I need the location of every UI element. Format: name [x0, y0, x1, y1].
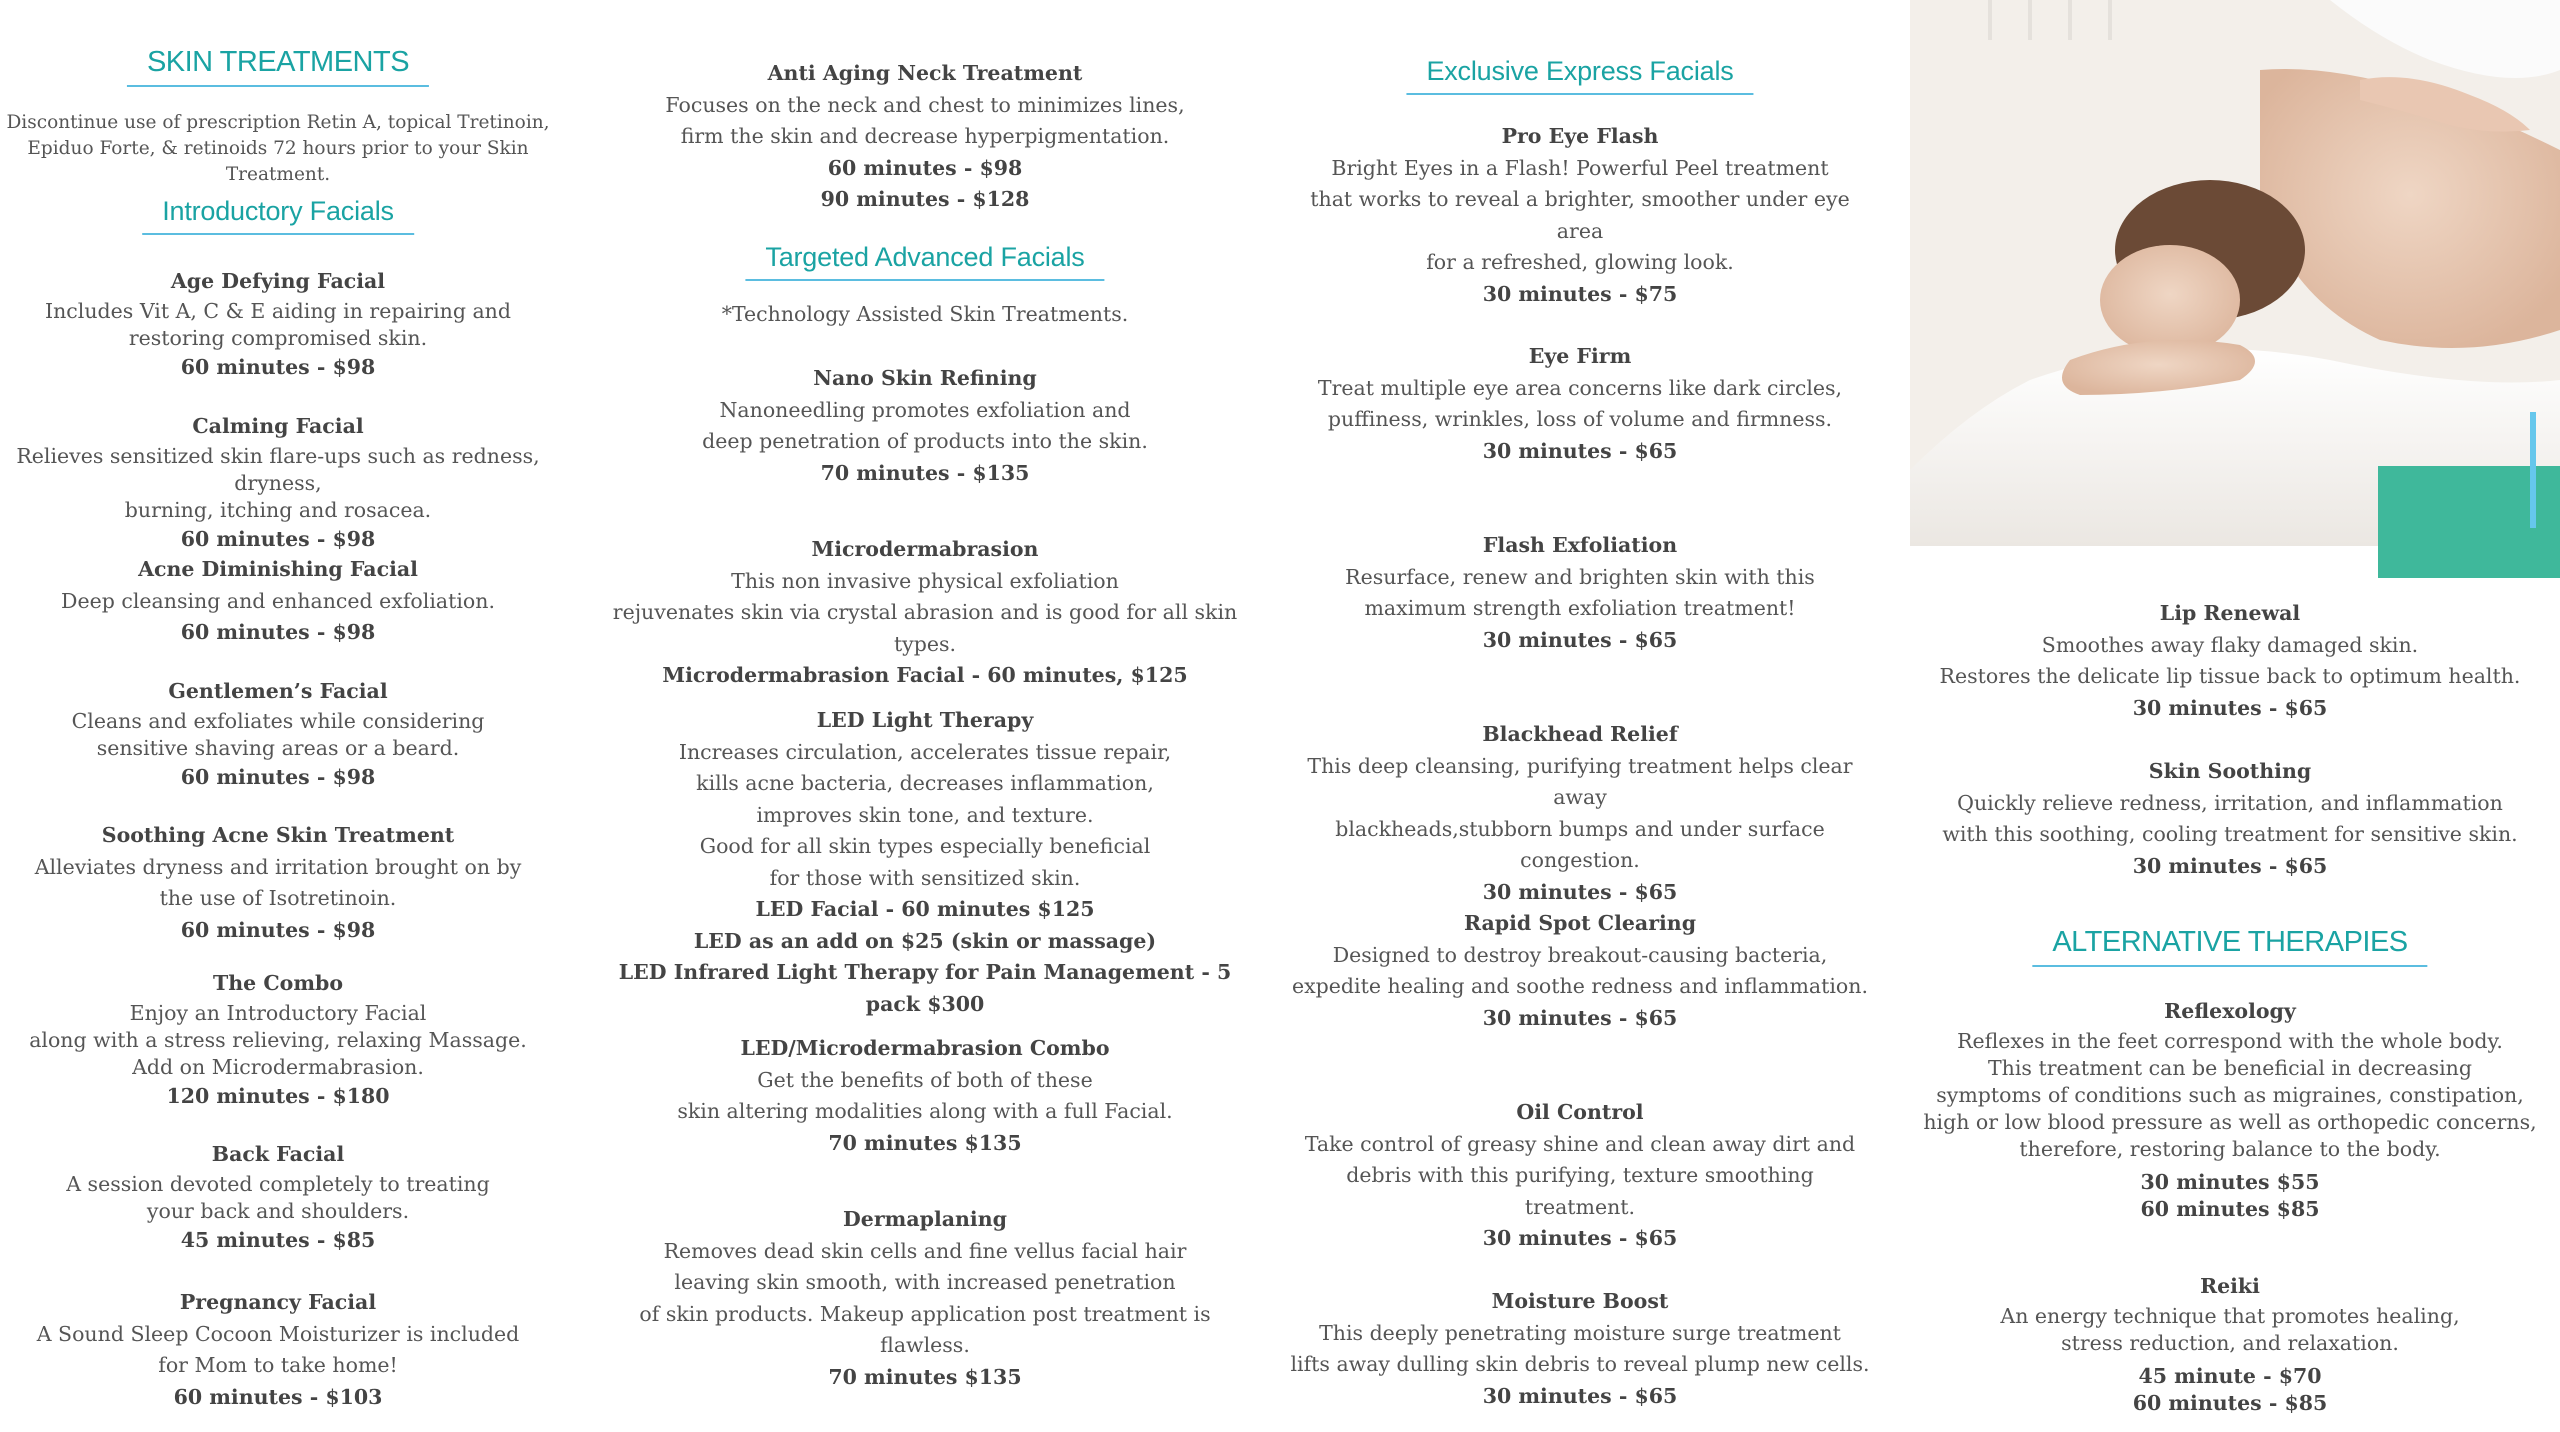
service-reflexology: [1910, 996, 2550, 1223]
service-acne-diminishing: [0, 554, 556, 649]
service-title: Flash Exfoliation: [1482, 533, 1678, 557]
service-rapid-spot-clearing: [1290, 908, 1870, 1034]
service-desc: This non invasive physical exfoliation rejuvenates skin via crystal abrasion and is good for all skin types.: [612, 568, 1238, 656]
service-price: 30 minutes - $65: [1482, 1005, 1678, 1030]
service-desc: A session devoted completely to treating your back and shoulders.: [66, 1171, 490, 1223]
service-price: 45 minute - $70 60 minutes - $85: [2132, 1363, 2328, 1415]
service-price: LED Facial - 60 minutes $125 LED as an add on $25 (skin or massage) LED Infrared Light Therapy for Pain Management - 5 pack $300: [618, 897, 1232, 1016]
service-desc: Bright Eyes in a Flash! Powerful Peel treatment that works to reveal a brighter, smoother under eye area for a refreshed, glowing look.: [1310, 155, 1850, 274]
skin-treatments-heading: SKIN TREATMENTS: [127, 46, 429, 87]
massage-photo: [1910, 0, 2560, 546]
service-price: 70 minutes - $135: [820, 460, 1030, 485]
service-price: Microdermabrasion Facial - 60 minutes, $125: [662, 663, 1188, 687]
service-desc: Includes Vit A, C & E aiding in repairing and restoring compromised skin.: [44, 298, 512, 350]
service-nano-skin-refining: [600, 363, 1250, 489]
service-calming: [0, 411, 556, 555]
service-led-light-therapy: [600, 705, 1250, 1020]
service-price: 60 minutes - $98: [180, 764, 376, 789]
service-title: Acne Diminishing Facial: [138, 557, 418, 581]
service-price: 60 minutes - $103: [173, 1384, 383, 1409]
accent-blue-bar: [2530, 412, 2536, 528]
service-title: LED/Microdermabrasion Combo: [740, 1036, 1110, 1060]
service-desc: Deep cleansing and enhanced exfoliation.: [61, 588, 495, 613]
service-title: Gentlemen’s Facial: [168, 679, 388, 703]
service-title: Blackhead Relief: [1482, 722, 1678, 746]
service-lip-renewal: [1910, 598, 2550, 724]
service-title: Reflexology: [2164, 999, 2296, 1023]
service-price: 60 minutes - $98: [180, 526, 376, 551]
service-gentlemens: [0, 676, 556, 793]
service-title: Reiki: [2200, 1274, 2260, 1298]
service-title: Skin Soothing: [2148, 759, 2312, 783]
service-desc: Removes dead skin cells and fine vellus facial hair leaving skin smooth, with increased penetration of skin products. Makeup application post treatment is flawless.: [639, 1238, 1211, 1357]
service-desc: This deeply penetrating moisture surge treatment lifts away dulling skin debris to reveal plump new cells.: [1290, 1320, 1870, 1376]
service-title: Pro Eye Flash: [1501, 124, 1659, 148]
service-price: 30 minutes - $65: [2132, 853, 2328, 878]
service-desc: An energy technique that promotes healing, stress reduction, and relaxation.: [2000, 1303, 2460, 1355]
service-desc: Nanoneedling promotes exfoliation and deep penetration of products into the skin.: [702, 397, 1148, 453]
service-price: 30 minutes - $65: [1482, 879, 1678, 904]
service-the-combo: [0, 968, 556, 1112]
note-line: Epiduo Forte, & retinoids 72 hours prior to your Skin Treatment.: [27, 138, 529, 185]
service-desc: Increases circulation, accelerates tissue repair, kills acne bacteria, decreases inflammation, improves skin tone, and texture. Good for all skin types especially beneficial for those with sensitized skin.: [678, 739, 1172, 890]
service-desc: Alleviates dryness and irritation brought on by the use of Isotretinoin.: [34, 854, 522, 910]
service-desc: Designed to destroy breakout-causing bacteria, expedite healing and soothe redness and inflammation.: [1291, 942, 1868, 998]
service-desc: Quickly relieve redness, irritation, and inflammation with this soothing, cooling treatment for sensitive skin.: [1942, 790, 2518, 846]
service-desc: Reflexes in the feet correspond with the whole body. This treatment can be beneficial in decreasing symptoms of conditions such as migraines, constipation, high or low blood pressure as well as orthopedic concerns, therefore, restoring balance to the body.: [1923, 1028, 2537, 1161]
service-eye-firm: [1290, 341, 1870, 467]
service-desc: Focuses on the neck and chest to minimizes lines, firm the skin and decrease hyperpigmentation.: [665, 92, 1185, 148]
technology-note: *Technology Assisted Skin Treatments.: [721, 302, 1129, 326]
service-title: Eye Firm: [1528, 344, 1632, 368]
service-price: 60 minutes - $98: [180, 917, 376, 942]
service-title: Anti Aging Neck Treatment: [767, 61, 1083, 85]
service-title: Oil Control: [1516, 1100, 1644, 1124]
service-title: Microdermabrasion: [811, 537, 1039, 561]
service-desc: Get the benefits of both of these skin altering modalities along with a full Facial.: [677, 1067, 1173, 1123]
service-microdermabrasion: [600, 534, 1250, 692]
service-price: 30 minutes - $75: [1482, 281, 1678, 306]
service-oil-control: [1290, 1097, 1870, 1255]
service-price: 30 minutes - $65: [1482, 627, 1678, 652]
service-pro-eye-flash: [1290, 121, 1870, 310]
service-title: Back Facial: [211, 1142, 345, 1166]
service-price: 70 minutes $135: [828, 1130, 1022, 1155]
service-moisture-boost: [1290, 1286, 1870, 1412]
service-age-defying: [0, 266, 556, 383]
service-title: LED Light Therapy: [816, 708, 1034, 732]
service-price: 30 minutes - $65: [1482, 438, 1678, 463]
service-title: Dermaplaning: [843, 1207, 1007, 1231]
service-pregnancy: [0, 1287, 556, 1413]
service-title: Moisture Boost: [1491, 1289, 1669, 1313]
service-price: 30 minutes $55 60 minutes $85: [2140, 1169, 2320, 1221]
service-desc: Take control of greasy shine and clean away dirt and debris with this purifying, texture smoothing treatment.: [1304, 1131, 1856, 1219]
service-skin-soothing: [1910, 756, 2550, 882]
service-anti-aging-neck: [600, 58, 1250, 216]
service-desc: Treat multiple eye area concerns like dark circles, puffiness, wrinkles, loss of volume and firmness.: [1317, 375, 1843, 431]
service-soothing-acne: [0, 820, 556, 946]
service-desc: Resurface, renew and brighten skin with this maximum strength exfoliation treatment!: [1345, 564, 1815, 620]
alternative-therapies-heading: ALTERNATIVE THERAPIES: [2032, 926, 2427, 967]
service-title: Age Defying Facial: [170, 269, 386, 293]
service-desc: Smoothes away flaky damaged skin. Restores the delicate lip tissue back to optimum health.: [1939, 632, 2521, 688]
service-desc: A Sound Sleep Cocoon Moisturizer is included for Mom to take home!: [36, 1321, 520, 1377]
service-dermaplaning: [600, 1204, 1250, 1393]
service-reiki: [1910, 1271, 2550, 1417]
service-price: 30 minutes - $65: [1482, 1226, 1678, 1250]
service-desc: Cleans and exfoliates while considering sensitive shaving areas or a beard.: [71, 708, 485, 760]
service-price: 45 minutes - $85: [180, 1227, 376, 1252]
service-flash-exfoliation: [1290, 530, 1870, 656]
service-title: Soothing Acne Skin Treatment: [101, 823, 455, 847]
service-price: 60 minutes - $98: [180, 620, 376, 644]
service-title: Rapid Spot Clearing: [1463, 911, 1697, 935]
service-price: 120 minutes - $180: [166, 1083, 390, 1108]
service-title: Lip Renewal: [2159, 601, 2301, 625]
exclusive-express-facials-heading: Exclusive Express Facials: [1406, 56, 1753, 95]
introductory-facials-heading: Introductory Facials: [142, 196, 414, 235]
service-desc: This deep cleansing, purifying treatment helps clear away blackheads,stubborn bumps and under surface congestion.: [1307, 753, 1853, 872]
service-title: The Combo: [212, 971, 344, 995]
targeted-advanced-facials-heading: Targeted Advanced Facials: [745, 242, 1104, 281]
service-price: 30 minutes - $65: [2132, 695, 2328, 720]
service-title: Calming Facial: [192, 414, 364, 438]
retinoid-note: [0, 110, 556, 188]
service-title: Pregnancy Facial: [179, 1290, 377, 1314]
service-price: 60 minutes - $98: [180, 354, 376, 379]
service-led-micro-combo: [600, 1033, 1250, 1159]
note-line: Discontinue use of prescription Retin A, topical Tretinoin,: [6, 112, 550, 133]
service-back-facial: [0, 1139, 556, 1256]
service-price: 30 minutes - $65: [1482, 1383, 1678, 1408]
service-price: 60 minutes - $98 90 minutes - $128: [820, 155, 1030, 211]
service-title: Nano Skin Refining: [813, 366, 1037, 390]
service-desc: Relieves sensitized skin flare-ups such as redness, dryness, burning, itching and rosacea.: [16, 443, 540, 522]
service-price: 70 minutes $135: [828, 1364, 1022, 1389]
service-desc: Enjoy an Introductory Facial along with a stress relieving, relaxing Massage. Add on Microdermabrasion.: [29, 1000, 527, 1079]
service-blackhead-relief: [1290, 719, 1870, 908]
massage-illustration: [1910, 0, 2560, 546]
